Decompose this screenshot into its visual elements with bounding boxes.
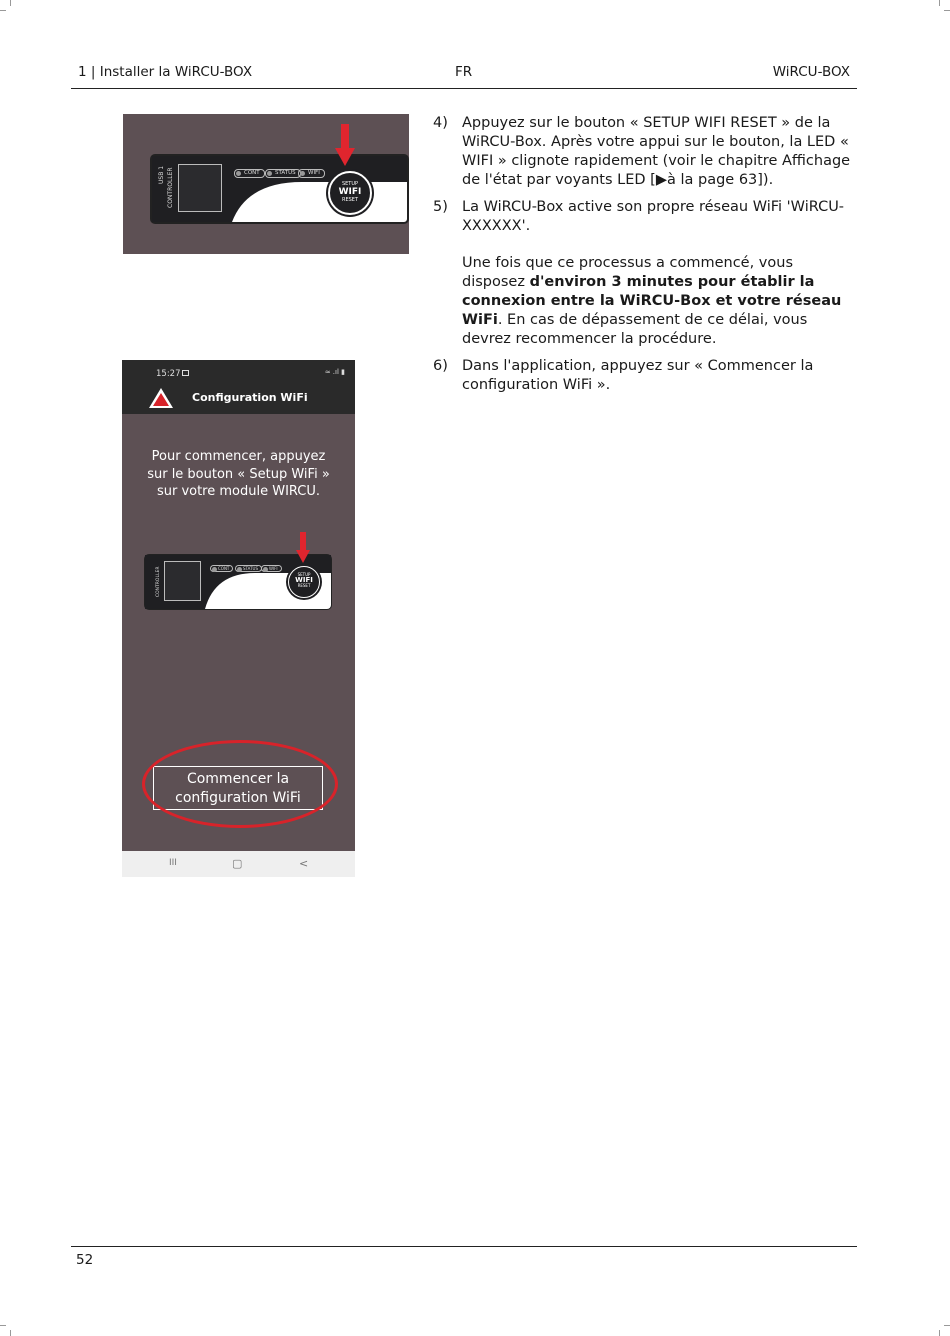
- led-cont: CONT: [210, 565, 233, 572]
- setup-wifi-reset-button: [288, 566, 320, 598]
- page-number: 52: [76, 1252, 94, 1268]
- timing-note: [462, 254, 853, 349]
- step-number: 6): [433, 358, 448, 374]
- header-language: FR: [455, 64, 473, 80]
- step-text: Dans l'application, appuyez sur « Commencer la configuration WiFi ».: [462, 358, 814, 393]
- start-wifi-config-button[interactable]: Commencer la configuration WiFi: [153, 766, 323, 810]
- step-number: 5): [433, 199, 448, 215]
- wircu-box: [150, 154, 409, 224]
- instruction-steps: [433, 114, 853, 403]
- back-icon[interactable]: <: [299, 857, 309, 870]
- home-icon[interactable]: ▢: [232, 857, 243, 870]
- controller-label: CONTROLLER: [167, 167, 174, 208]
- step-6: [433, 357, 853, 395]
- crop-mark: [10, 0, 11, 6]
- status-bar: [122, 360, 355, 382]
- controller-label: CONTROLLER: [156, 566, 161, 597]
- button-line-setup: SETUP: [341, 181, 359, 187]
- step-body: [462, 198, 853, 349]
- note-post: . En cas de dépassement de ce délai, vous devrez recommencer la procédure.: [462, 312, 808, 347]
- crop-mark: [10, 1330, 11, 1336]
- controller-slot: [178, 164, 222, 212]
- button-line-reset: RESET: [341, 197, 359, 203]
- red-arrow-icon: [335, 124, 355, 168]
- phone-screenshot: [122, 360, 355, 877]
- header-product: WiRCU-BOX: [772, 64, 850, 80]
- controller-slot: [164, 561, 201, 601]
- device-photo: [123, 114, 409, 254]
- crop-mark: [944, 10, 950, 11]
- step-text: Appuyez sur le bouton « SETUP WIFI RESET » de la WiRCU-Box. Après votre appui sur le bouton, la LED « WIFI » clignote rapidement (voir le chapitre Affichage de l'état par voyants LED [▶à la page 63]).: [462, 115, 851, 188]
- led-status: STATUS: [265, 169, 301, 178]
- crop-mark: [0, 1325, 6, 1326]
- usb-label: USB 1: [158, 165, 165, 184]
- header-section-title: 1 | Installer la WiRCU-BOX: [78, 64, 253, 80]
- button-line-setup: SETUP: [297, 572, 311, 577]
- note-pre: Une fois que ce processus a commencé, vous disposez: [462, 255, 794, 290]
- footer-rule: [71, 1246, 857, 1247]
- intro-text: Pour commencer, appuyez sur le bouton « Setup WiFi » sur votre module WIRCU.: [147, 449, 330, 499]
- app-title: Configuration WiFi: [192, 391, 308, 404]
- crop-mark: [944, 1325, 950, 1326]
- crop-mark: [939, 1330, 940, 1336]
- button-line-wifi: WIFI: [338, 187, 362, 197]
- header-rule: [71, 88, 857, 89]
- led-wifi: WIFI: [298, 169, 325, 178]
- led-wifi: WIFI: [261, 565, 282, 572]
- android-nav-bar: [122, 851, 355, 877]
- button-line-wifi: WIFI: [295, 576, 313, 584]
- app-bar: [122, 382, 355, 414]
- setup-wifi-reset-button: [328, 171, 372, 215]
- status-time: 15:27: [156, 369, 181, 379]
- step-number: 4): [433, 115, 448, 131]
- step-text: La WiRCU-Box active son propre réseau WiFi 'WiRCU-XXXXXX'.: [462, 199, 845, 234]
- highlight-circle: [142, 740, 338, 828]
- led-cont: CONT: [234, 169, 265, 178]
- button-line-reset: RESET: [297, 583, 311, 588]
- step-4: [433, 114, 853, 190]
- note-bold: d'environ 3 minutes pour établir la connexion entre la WiRCU-Box et votre réseau WiFi: [462, 274, 842, 328]
- crop-mark: [939, 0, 940, 6]
- status-icons: ≈ .ıl ▮: [324, 368, 345, 376]
- app-logo-icon: [148, 387, 174, 409]
- red-arrow-icon: [296, 532, 310, 564]
- step-5: [433, 198, 853, 349]
- crop-mark: [0, 10, 6, 11]
- led-status: STATUS: [235, 565, 262, 572]
- recent-apps-icon[interactable]: III: [169, 858, 177, 868]
- image-icon: [182, 370, 189, 376]
